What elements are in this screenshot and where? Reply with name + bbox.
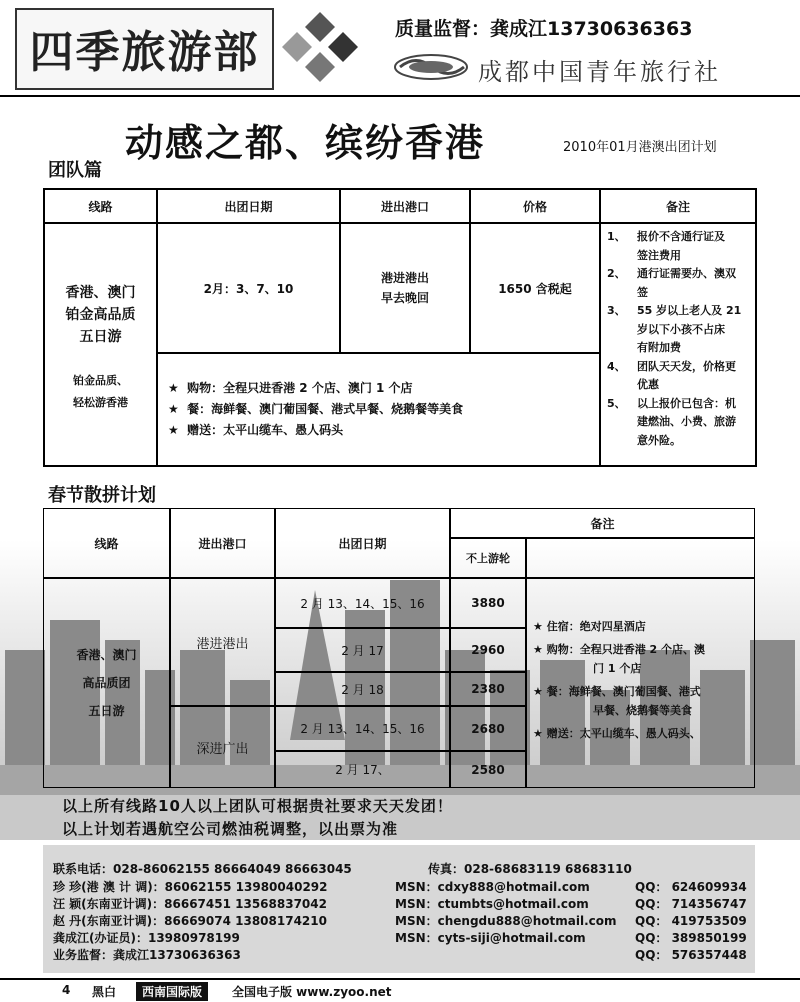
- brand-title: 四季旅游部: [29, 27, 260, 78]
- route-tagline: 轻松游香港: [73, 395, 128, 409]
- remark-text: 签: [637, 285, 648, 299]
- spring-row-dates: 2 月 13、14、15、16: [275, 578, 450, 628]
- spring-remark-text: 门 1 个店: [593, 662, 642, 675]
- remark-number: 5、: [607, 396, 626, 410]
- group-tour-table: [43, 188, 757, 467]
- spring-header-port: 进出港口: [170, 508, 275, 578]
- agency-name: 成都中国青年旅行社: [478, 58, 721, 86]
- spring-remark-text: 早餐、烧鹅餐等美食: [593, 704, 692, 717]
- spring-section-heading: 春节散拼计划: [48, 485, 156, 506]
- feature-gifts: 赠送：太平山缆车、愚人码头: [187, 423, 344, 437]
- contact-qq: QQ： 389850199: [635, 931, 747, 945]
- remark-number: [607, 339, 637, 358]
- remark-number: [607, 413, 637, 432]
- remark-number: [607, 376, 637, 395]
- remark-text: 55 岁以上老人及 21: [637, 304, 742, 317]
- spring-remarks-cell: [526, 578, 755, 788]
- route-cell: [44, 223, 157, 466]
- notice-daily-departure: 以上所有线路10人以上团队可根据贵社要求天天发团！: [62, 797, 453, 815]
- star-bullet-icon: ★: [533, 620, 547, 633]
- spring-route-line: 香港、澳门: [76, 648, 137, 662]
- remark-text: 建燃油、小费、旅游: [637, 415, 736, 428]
- remark-text: 有附加费: [637, 341, 681, 354]
- features-cell: [157, 353, 600, 466]
- spring-row-dates: 2 月 13、14、15、16: [275, 706, 450, 751]
- spring-row-dates: 2 月 18: [275, 672, 450, 706]
- quality-supervisor: 质量监督：龚成江13730636363: [395, 18, 693, 40]
- spring-remark-text: 住宿：绝对四星酒店: [546, 620, 646, 633]
- contact-person: 赵 丹(东南亚计调)：86669074 13808174210: [53, 914, 327, 928]
- contact-panel: [43, 845, 755, 973]
- main-title: 动感之都、缤纷香港: [125, 120, 486, 165]
- spring-header-dates: 出团日期: [275, 508, 450, 578]
- plan-subtitle: 2010年01月港澳出团计划: [563, 140, 717, 155]
- contact-person: 龚成江(办证员)：13980978199: [53, 931, 240, 945]
- edition-badge: 西南国际版: [136, 982, 208, 1001]
- route-name-line: 五日游: [79, 328, 122, 345]
- star-bullet-icon: ★: [168, 423, 179, 437]
- contact-qq: QQ： 419753509: [635, 914, 747, 928]
- port-line: 港进港出: [380, 271, 429, 285]
- remarks-cell: [600, 223, 756, 466]
- remark-text: 意外险。: [637, 433, 681, 447]
- header-remarks: 备注: [600, 189, 756, 223]
- spring-row-dates: 2 月 17: [275, 628, 450, 672]
- agency-logo-icon: [392, 52, 470, 82]
- remark-number: 3、: [607, 304, 626, 317]
- contact-msn: MSN：cyts-siji@hotmail.com: [395, 931, 586, 945]
- contact-phone: 联系电话：028-86062155 86664049 86663045: [53, 862, 352, 876]
- contact-qq: QQ： 714356747: [635, 897, 747, 911]
- site-url: 全国电子版 www.zyoo.net: [232, 985, 392, 999]
- port-cell: [340, 223, 470, 353]
- contact-qq: QQ： 576357448: [635, 948, 747, 962]
- remark-text: 报价不含通行证及: [637, 230, 725, 243]
- spring-port-sz: 深进广出: [170, 706, 275, 788]
- route-name-line: 香港、澳门: [65, 284, 136, 301]
- remark-number: 2、: [607, 267, 626, 280]
- feature-shopping: 购物：全程只进香港 2 个店、澳门 1 个店: [187, 381, 413, 395]
- contact-person: 汪 颖(东南亚计调)：86667451 13568837042: [53, 897, 327, 911]
- spring-route-cell: [43, 578, 170, 788]
- spring-header-route: 线路: [43, 508, 170, 578]
- port-line: 早去晚回: [380, 291, 429, 305]
- contact-qq: QQ： 624609934: [635, 880, 747, 894]
- remark-text: 团队天天发，价格更: [637, 359, 736, 373]
- remark-text: 岁以下小孩不占床: [637, 322, 725, 336]
- departure-dates: 2月：3、7、10: [157, 223, 340, 353]
- spring-row-price: 2580: [450, 751, 526, 788]
- spring-festival-table: [43, 508, 755, 788]
- remark-text: 优惠: [637, 378, 659, 391]
- remark-number: [607, 247, 637, 266]
- route-tagline: 铂金品质、: [73, 373, 128, 387]
- spring-row-price: 2960: [450, 628, 526, 672]
- header-port: 进出港口: [340, 189, 470, 223]
- star-bullet-icon: ★: [533, 643, 547, 656]
- spring-row-price: 3880: [450, 578, 526, 628]
- page-number: 4: [62, 983, 71, 997]
- star-bullet-icon: ★: [533, 685, 547, 698]
- diamond-logo-icon: [275, 10, 365, 85]
- contact-msn: MSN：ctumbts@hotmail.com: [395, 897, 589, 911]
- contact-person: 业务监督：龚成江13730636363: [53, 948, 241, 962]
- star-bullet-icon: ★: [168, 402, 179, 416]
- brand-box: [15, 8, 274, 90]
- star-bullet-icon: ★: [168, 381, 179, 395]
- group-section-heading: 团队篇: [48, 160, 102, 181]
- remark-text: 通行证需要办、澳双: [637, 267, 736, 280]
- route-name-line: 铂金高品质: [65, 306, 136, 323]
- remark-number: [607, 321, 637, 340]
- star-bullet-icon: ★: [533, 727, 547, 740]
- remark-number: 1、: [607, 230, 626, 243]
- notice-fuel-tax: 以上计划若遇航空公司燃油税调整，以出票为准: [62, 820, 399, 838]
- spring-header-remarks: 备注: [450, 508, 755, 538]
- spring-row-price: 2680: [450, 706, 526, 751]
- remark-text: 签注费用: [637, 248, 681, 262]
- page-footer: [0, 978, 800, 1002]
- price-cell: 1650 含税起: [470, 223, 600, 353]
- remark-number: 4、: [607, 359, 626, 373]
- spring-header-blank: [526, 538, 755, 578]
- remark-number: [607, 432, 637, 451]
- contact-msn: MSN：cdxy888@hotmail.com: [395, 880, 590, 894]
- header-route: 线路: [44, 189, 157, 223]
- feature-meals: 餐：海鲜餐、澳门葡国餐、港式早餐、烧鹅餐等美食: [187, 402, 464, 416]
- header-price: 价格: [470, 189, 600, 223]
- spring-route-line: 五日游: [88, 704, 125, 718]
- spring-header-no-cruise: 不上游轮: [450, 538, 526, 578]
- color-mode: 黑白: [92, 985, 117, 999]
- contact-fax: 传真：028-68683119 68683110: [428, 862, 632, 876]
- contact-person: 珍 珍(港 澳 计 调)：86062155 13980040292: [53, 880, 328, 894]
- remark-text: 以上报价已包含：机: [637, 396, 736, 410]
- contact-msn: MSN：chengdu888@hotmail.com: [395, 914, 617, 928]
- remark-number: [607, 284, 637, 303]
- spring-row-price: 2380: [450, 672, 526, 706]
- page-header: [0, 0, 800, 97]
- spring-port-hk: 港进港出: [170, 578, 275, 706]
- spring-row-dates: 2 月 17、: [275, 751, 450, 788]
- spring-remark-text: 购物：全程只进香港 2 个店、澳: [546, 643, 706, 656]
- spring-route-line: 高品质团: [82, 676, 131, 690]
- spring-remark-text: 赠送：太平山缆车、愚人码头、: [546, 727, 701, 740]
- spring-remark-text: 餐：海鲜餐、澳门葡国餐、港式: [546, 685, 701, 698]
- header-dates: 出团日期: [157, 189, 340, 223]
